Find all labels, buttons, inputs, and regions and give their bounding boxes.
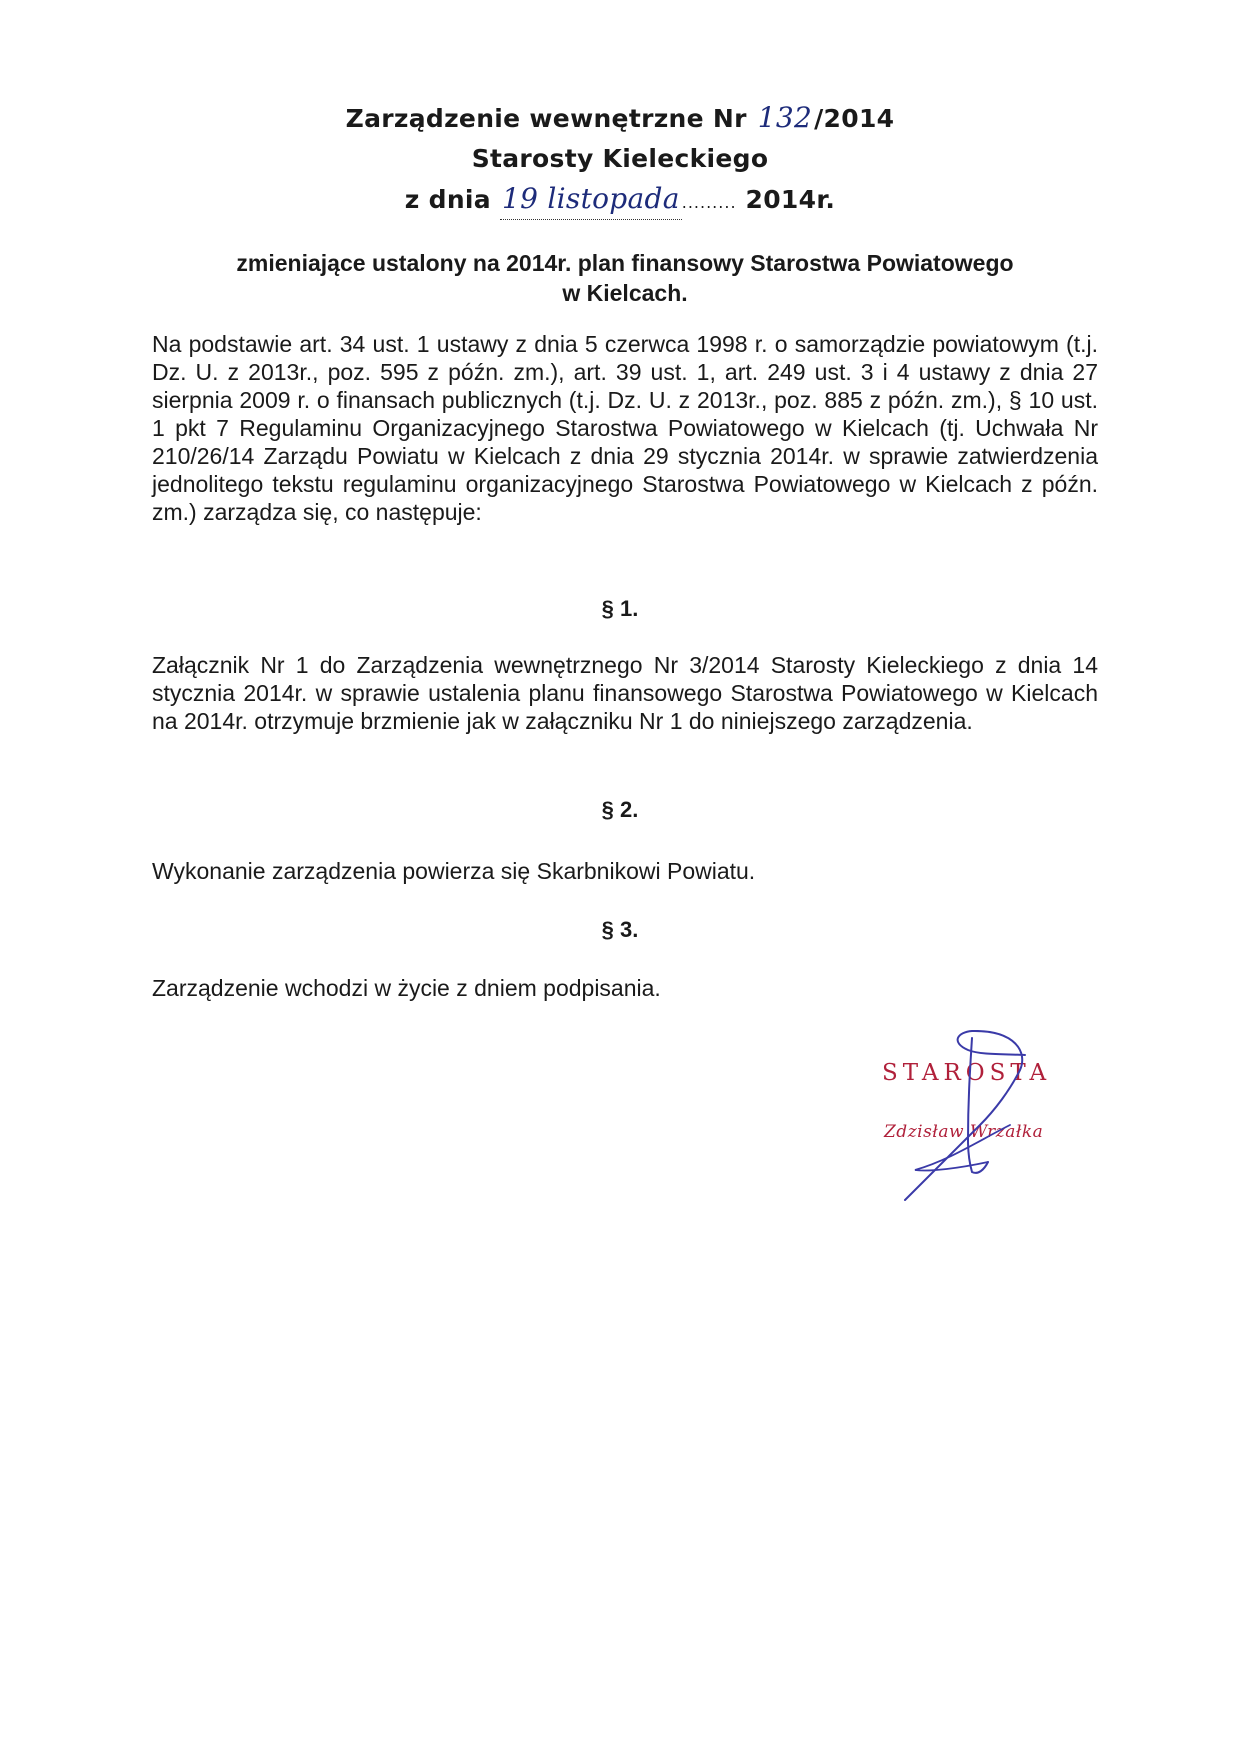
header-line-2: Starosty Kieleckiego — [471, 144, 769, 173]
section-3-heading: § 3. — [601, 917, 639, 942]
header-date-prefix: z dnia — [404, 185, 491, 214]
handwritten-signature — [860, 1030, 1100, 1210]
document-header — [0, 98, 1240, 223]
header-line-1 — [0, 98, 1240, 139]
official-stamp — [860, 1030, 1100, 1210]
section-2-heading: § 2. — [601, 797, 639, 822]
document-subtitle — [0, 248, 1240, 308]
header-line-3 — [0, 179, 1240, 223]
stamp-title: STAROSTA — [882, 1060, 1052, 1086]
legal-basis-paragraph: Na podstawie art. 34 ust. 1 ustawy z dnia 5 czerwca 1998 r. o samorządzie powiatowym (t.j. Dz. U. z 2013r., poz. 595 z późn. zm.), art. 39 ust. 1, art. 249 ust. 3 i 4 ustawy z dnia 27 sierpnia 2009 r. o finansach publicznych (t.j. Dz. U. z 2013r., poz. 885 z późn. zm.), § 10 ust. 1 pkt 7 Regulaminu Organizacyjnego Starostwa Powiatowego w Kielcach (tj. Uchwała Nr 210/26/14 Zarządu Powiatu w Kielcach z dnia 29 stycznia 2014r. w sprawie zatwierdzenia jednolitego tekstu regulaminu organizacyjnego Starostwa Powiatowego w Kielcach z późn. zm.) zarządza się, co następuje: — [152, 331, 1098, 525]
section-1-heading: § 1. — [601, 596, 639, 621]
date-dots: ......... — [681, 193, 737, 212]
handwritten-date: 19 listopada — [500, 179, 682, 220]
header-title-prefix: Zarządzenie wewnętrzne Nr — [345, 104, 747, 133]
section-2-text: Wykonanie zarządzenia powierza się Skarbnikowi Powiatu. — [152, 858, 756, 884]
section-3-text: Zarządzenie wchodzi w życie z dniem podpisania. — [152, 975, 661, 1001]
section-1-text: Załącznik Nr 1 do Zarządzenia wewnętrznego Nr 3/2014 Starosty Kieleckiego z dnia 14 stycznia 2014r. w sprawie ustalenia planu finansowego Starostwa Powiatowego w Kielcach na 2014r. otrzymuje brzmienie jak w załączniku Nr 1 do niniejszego zarządzenia. — [152, 652, 1098, 734]
subtitle-line-2: w Kielcach. — [562, 280, 688, 306]
header-date-year: 2014r. — [745, 185, 836, 214]
stamp-name: Zdzisław Wrzałka — [884, 1122, 1044, 1142]
header-title-year: /2014 — [814, 104, 895, 133]
handwritten-number: 132 — [757, 101, 813, 134]
subtitle-line-1: zmieniające ustalony na 2014r. plan finansowy Starostwa Powiatowego — [236, 250, 1014, 276]
